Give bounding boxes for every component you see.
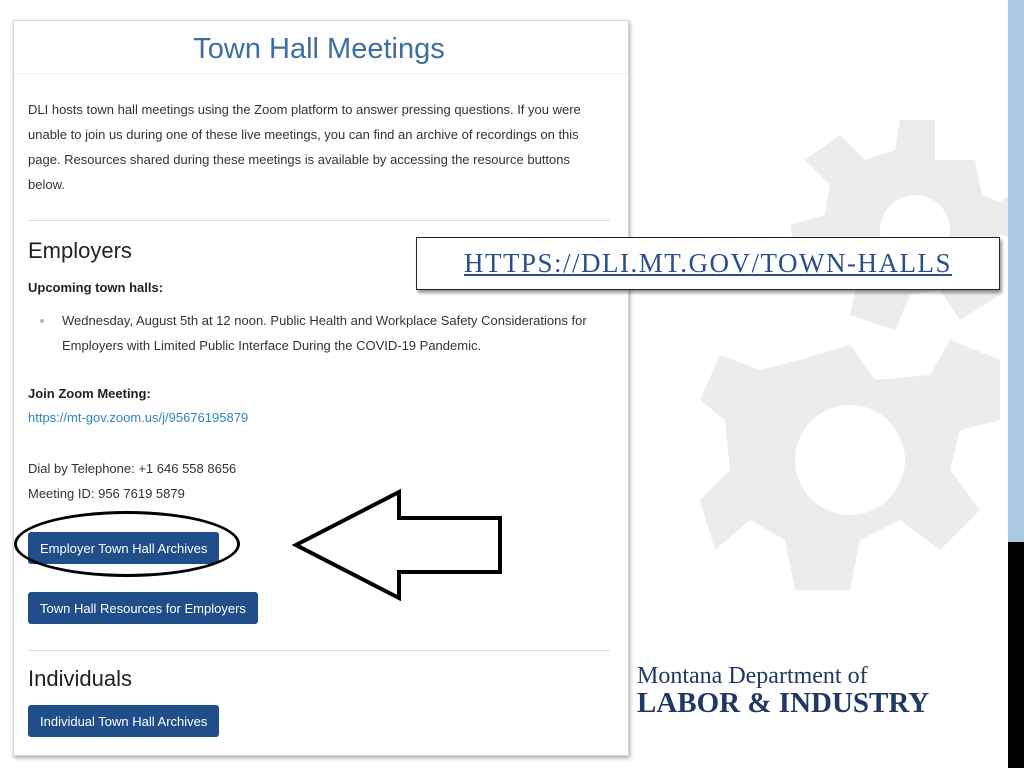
- zoom-meeting-link[interactable]: https://mt-gov.zoom.us/j/95676195879: [28, 410, 249, 425]
- logo-labor-industry: LABOR & INDUSTRY: [637, 687, 930, 719]
- employer-archives-button[interactable]: Employer Town Hall Archives: [28, 532, 219, 564]
- accent-bar-top: [1008, 0, 1024, 542]
- highlight-ellipse: [14, 511, 240, 577]
- intro-text: DLI hosts town hall meetings using the Zoom platform to answer pressing questions. If you were unable to join us during one of these live meetings, you can find an archive of recordings on this page. Resources shared during these meetings is available by accessing the resource buttons below.: [28, 102, 581, 192]
- meeting-text: Wednesday, August 5th at 12 noon. Public Health and Workplace Safety Considerations for Employers with Limited Public Interface During the COVID-19 Pandemic.: [62, 313, 587, 353]
- gear-icon: [700, 120, 1020, 680]
- page-title: Town Hall Meetings: [193, 33, 445, 65]
- arrow-left-icon: [292, 488, 506, 602]
- town-halls-url-link[interactable]: HTTPS://DLI.MT.GOV/TOWN-HALLS: [464, 248, 952, 278]
- accent-bar-bottom: [1008, 542, 1024, 768]
- url-callout: [416, 237, 1000, 290]
- meeting-list: [28, 308, 608, 358]
- accent-bar: [1008, 0, 1024, 768]
- list-item: [28, 308, 608, 358]
- upcoming-label: Upcoming town halls:: [28, 280, 164, 295]
- webpage-screenshot: [13, 20, 629, 756]
- bullet-icon: [40, 319, 44, 323]
- individual-archives-button[interactable]: Individual Town Hall Archives: [28, 705, 219, 737]
- logo-department: Montana Department of: [637, 663, 868, 689]
- meeting-id: Meeting ID: 956 7619 5879: [28, 486, 185, 501]
- title-divider: [14, 73, 629, 74]
- join-zoom-label: Join Zoom Meeting:: [28, 386, 151, 401]
- employer-resources-button[interactable]: Town Hall Resources for Employers: [28, 592, 258, 624]
- dial-telephone: Dial by Telephone: +1 646 558 8656: [28, 461, 237, 476]
- section-divider: [28, 220, 610, 221]
- individuals-heading: Individuals: [28, 666, 132, 691]
- employers-heading: Employers: [28, 238, 132, 263]
- section-divider: [28, 650, 610, 651]
